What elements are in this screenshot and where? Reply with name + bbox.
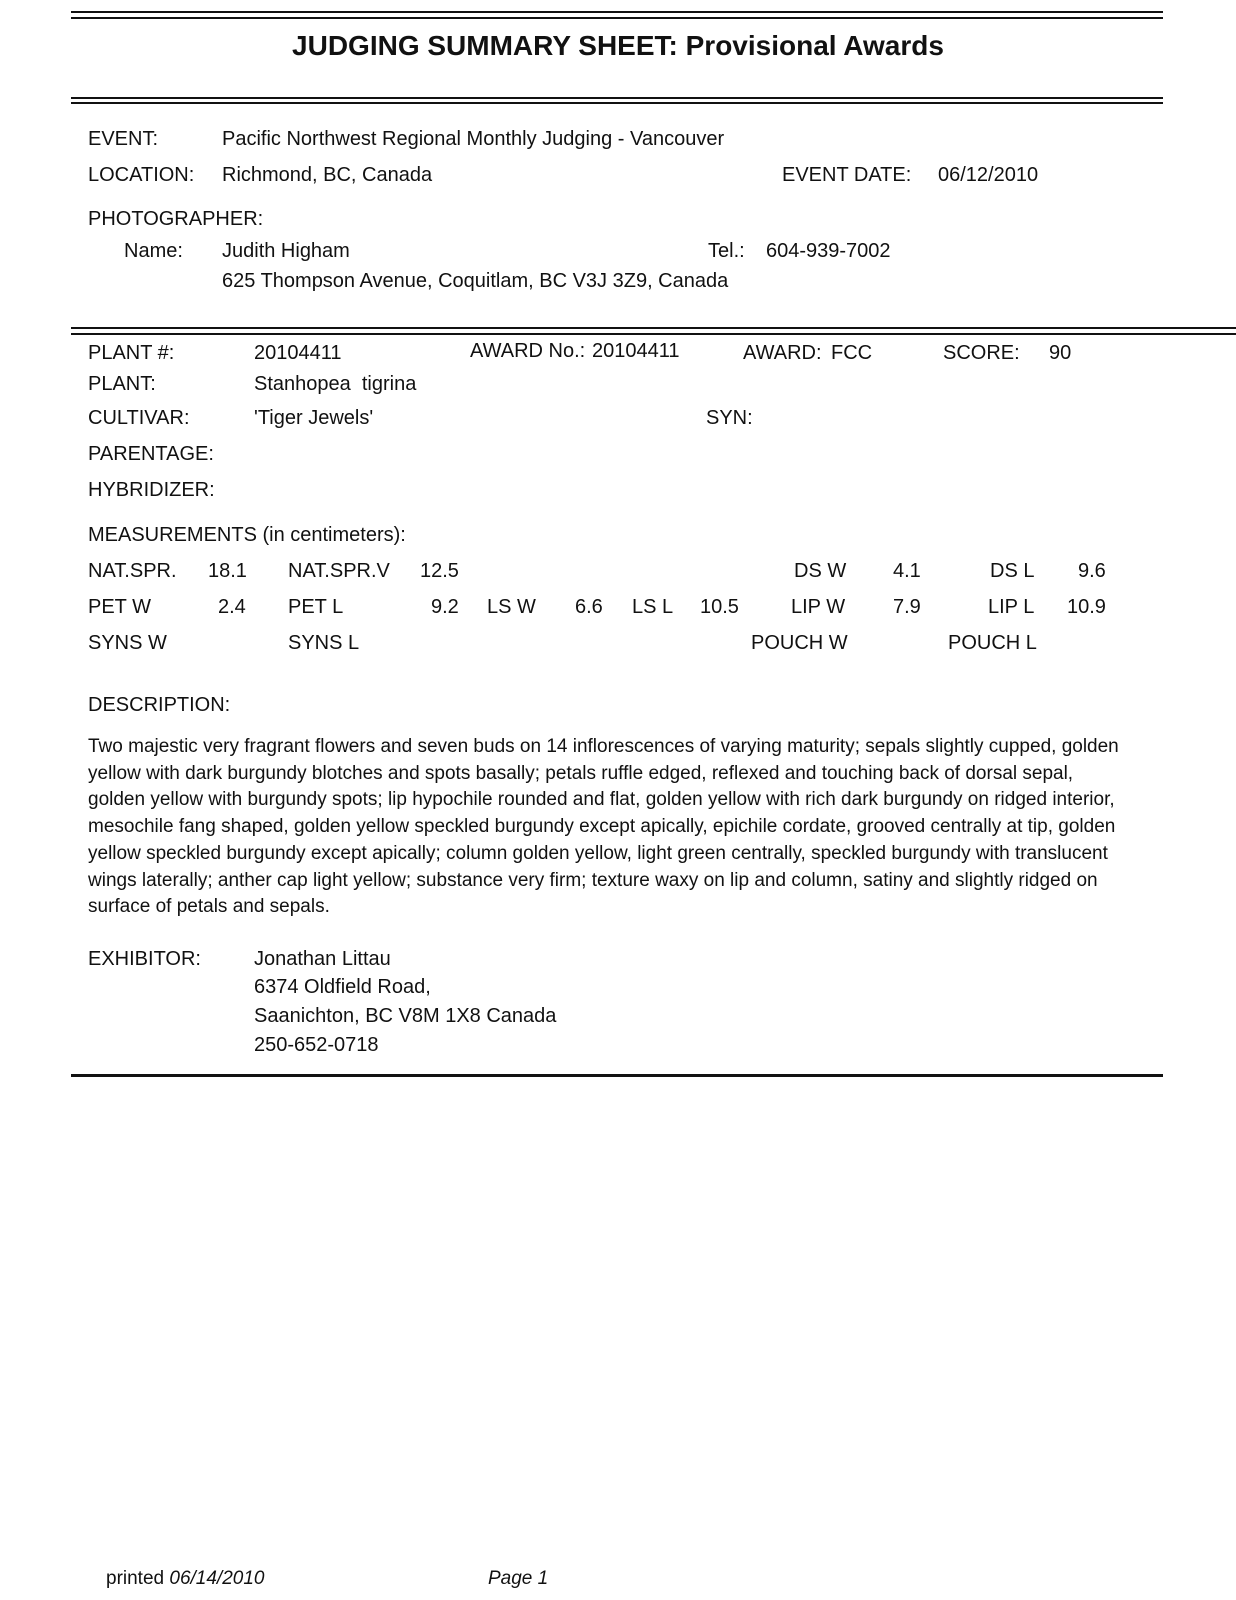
title-rule-2	[71, 102, 1163, 104]
page-title: JUDGING SUMMARY SHEET: Provisional Awards	[292, 30, 944, 61]
nat-spr-label: NAT.SPR.	[88, 560, 177, 582]
lip-w-label: LIP W	[791, 596, 846, 618]
event-date-label: EVENT DATE:	[782, 164, 912, 186]
nat-spr-v-value: 12.5	[420, 560, 459, 582]
award-value: FCC	[831, 342, 873, 364]
photographer-tel-label: Tel.:	[708, 240, 745, 262]
measurements-heading: MEASUREMENTS (in centimeters):	[88, 524, 406, 546]
lip-l-label: LIP L	[988, 596, 1035, 618]
top-rule-2	[71, 17, 1163, 19]
ds-w-label: DS W	[794, 560, 847, 582]
ls-w-value: 6.6	[575, 596, 603, 618]
photographer-label: PHOTOGRAPHER:	[88, 208, 264, 230]
plant-value: Stanhopea tigrina	[254, 373, 417, 395]
description-text: Two majestic very fragrant flowers and seven buds on 14 inflorescences of varying maturity; sepals slightly cupped, golden yellow with dark burgundy blotches and spots basally; petals ruffle edged, reflexed and touching back of dorsal sepal, golden yellow with burgundy spots; lip hypochile rounded and flat, golden yellow with rich dark burgundy on ridged interior, mesochile fang shaped, golden yellow speckled burgundy except apically, epichile cordate, grooved centrally at tip, golden yellow speckled burgundy except apically; column golden yellow, light green centrally, speckled burgundy with translucent wings laterally; anther cap light yellow; substance very firm; texture waxy on lip and column, satiny and slightly ridged on surface of petals and sepals.	[88, 736, 1119, 918]
location-value: Richmond, BC, Canada	[222, 164, 433, 186]
plant-num-value: 20104411	[254, 342, 342, 364]
ds-w-value: 4.1	[893, 560, 921, 582]
award-no-value: 20104411	[592, 340, 680, 362]
exhibitor-label: EXHIBITOR:	[88, 948, 201, 970]
ls-l-value: 10.5	[700, 596, 739, 618]
exhibitor-address-2: Saanichton, BC V8M 1X8 Canada	[254, 1005, 557, 1027]
cultivar-value: 'Tiger Jewels'	[254, 407, 374, 429]
cultivar-label: CULTIVAR:	[88, 407, 190, 429]
ds-l-label: DS L	[990, 560, 1035, 582]
exhibitor-phone: 250-652-0718	[254, 1034, 379, 1056]
exhibitor-address-1: 6374 Oldfield Road,	[254, 976, 431, 998]
syn-label: SYN:	[706, 407, 753, 429]
ls-w-label: LS W	[487, 596, 536, 618]
pouch-w-label: POUCH W	[751, 632, 848, 654]
syns-w-label: SYNS W	[88, 632, 167, 654]
parentage-label: PARENTAGE:	[88, 443, 214, 465]
printed-label: printed	[106, 1568, 165, 1589]
pouch-l-label: POUCH L	[948, 632, 1037, 654]
title-rule-1	[71, 97, 1163, 99]
nat-spr-v-label: NAT.SPR.V	[288, 560, 390, 582]
score-value: 90	[1049, 342, 1072, 364]
score-label: SCORE:	[943, 342, 1020, 364]
photographer-address: 625 Thompson Avenue, Coquitlam, BC V3J 3Z9, Canada	[222, 270, 729, 292]
event-date-value: 06/12/2010	[938, 164, 1039, 186]
photographer-name-label: Name:	[124, 240, 183, 262]
footer-page: Page 1	[488, 1568, 549, 1589]
plant-num-label: PLANT #:	[88, 342, 175, 364]
syns-l-label: SYNS L	[288, 632, 360, 654]
printed-date: 06/14/2010	[169, 1568, 265, 1589]
photographer-tel-value: 604-939-7002	[766, 240, 891, 262]
event-label: EVENT:	[88, 128, 159, 150]
bottom-rule	[71, 1074, 1163, 1077]
photographer-name-value: Judith Higham	[222, 240, 350, 262]
award-no-label: AWARD No.:	[470, 340, 586, 362]
pet-w-value: 2.4	[218, 596, 246, 618]
hybridizer-label: HYBRIDIZER:	[88, 479, 215, 501]
ds-l-value: 9.6	[1078, 560, 1106, 582]
plant-rule-2	[71, 333, 1236, 335]
lip-w-value: 7.9	[893, 596, 921, 618]
event-value: Pacific Northwest Regional Monthly Judging - Vancouver	[222, 128, 725, 150]
ls-l-label: LS L	[632, 596, 674, 618]
award-label: AWARD:	[743, 342, 822, 364]
pet-w-label: PET W	[88, 596, 151, 618]
pet-l-label: PET L	[288, 596, 344, 618]
description-label: DESCRIPTION:	[88, 694, 231, 716]
pet-l-value: 9.2	[431, 596, 459, 618]
nat-spr-value: 18.1	[208, 560, 247, 582]
plant-rule-1	[71, 327, 1236, 329]
plant-label: PLANT:	[88, 373, 156, 395]
lip-l-value: 10.9	[1067, 596, 1106, 618]
top-rule-1	[71, 11, 1163, 13]
footer-printed	[106, 1569, 264, 1588]
exhibitor-name: Jonathan Littau	[254, 948, 391, 970]
location-label: LOCATION:	[88, 164, 195, 186]
